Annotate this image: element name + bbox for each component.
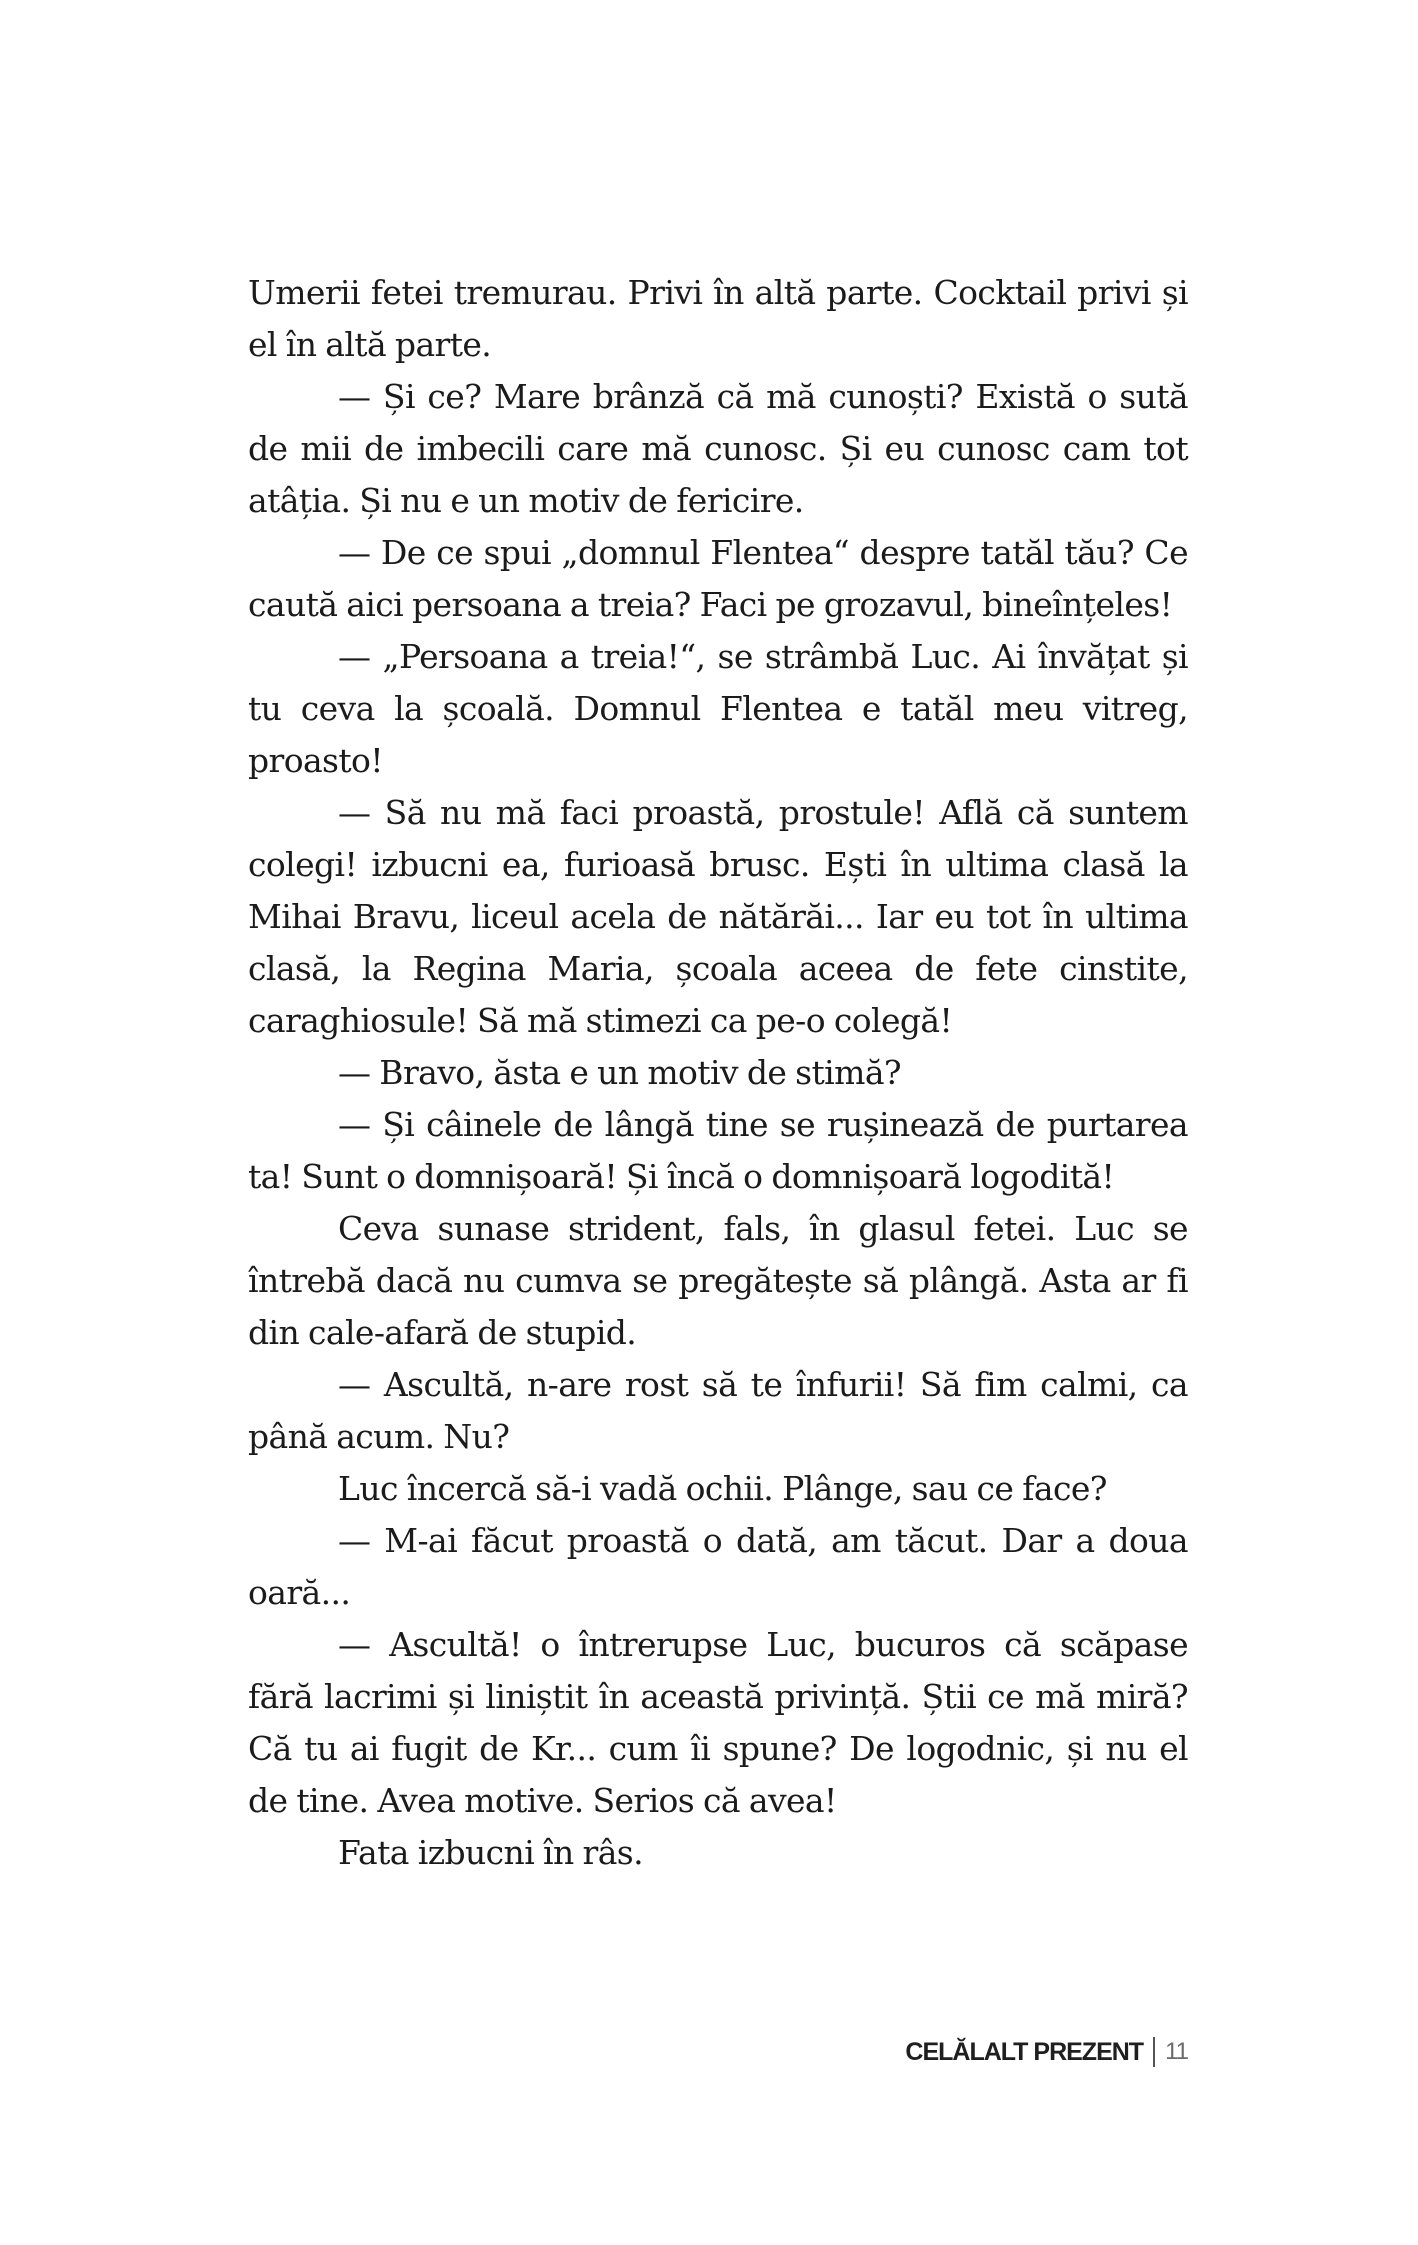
- paragraph: — „Persoana a treia!“, se strâmbă Luc. Ai învățat și tu ceva la școală. Domnul Flentea e tatăl meu vitreg, proasto!: [248, 637, 1188, 780]
- paragraph: — Să nu mă faci proastă, prostule! Află că suntem colegi! izbucni ea, furioasă brusc. Ești în ultima clasă la Mihai Bravu, liceul acela de nătărăi... Iar eu tot în ultima clasă, la Regina Maria, școala aceea de fete cinstite, caraghiosule! Să mă stimezi ca pe-o colegă!: [248, 793, 1188, 1040]
- paragraph: — Și ce? Mare brânză că mă cunoști? Există o sută de mii de imbecili care mă cunosc. Și eu cunosc cam tot atâția. Și nu e un motiv de fericire.: [248, 377, 1188, 520]
- paragraph: — Bravo, ăsta e un motiv de stimă?: [338, 1053, 901, 1092]
- paragraph: — Ascultă! o întrerupse Luc, bucuros că scăpase fără lacrimi și liniștit în această privință. Știi ce mă miră? Că tu ai fugit de Kr... cum îi spune? De logodnic, și nu el de tine. Avea motive. Serios că avea!: [248, 1625, 1188, 1820]
- paragraph: — Și câinele de lângă tine se rușinează de purtarea ta! Sunt o domnișoară! Și încă o domnișoară logodită!: [248, 1105, 1188, 1196]
- page-number: 11: [1165, 2038, 1188, 2065]
- paragraph: Fata izbucni în râs.: [338, 1833, 644, 1872]
- paragraph: — De ce spui „domnul Flentea“ despre tatăl tău? Ce caută aici persoana a treia? Faci pe grozavul, bineînțeles!: [248, 533, 1188, 624]
- body-text: [248, 267, 1188, 1879]
- paragraph: Ceva sunase strident, fals, în glasul fetei. Luc se întrebă dacă nu cumva se pregătește să plângă. Asta ar fi din cale-afară de stupid.: [248, 1209, 1188, 1352]
- paragraph: — Ascultă, n-are rost să te înfurii! Să fim calmi, ca până acum. Nu?: [248, 1365, 1188, 1456]
- paragraph: Luc încercă să-i vadă ochii. Plânge, sau ce face?: [338, 1469, 1107, 1508]
- running-footer: [905, 2032, 1188, 2072]
- footer-divider: [1153, 2037, 1155, 2067]
- paragraph: Umerii fetei tremurau. Privi în altă parte. Cocktail privi și el în altă parte.: [248, 273, 1188, 364]
- book-title: CELĂLALT PREZENT: [905, 2038, 1144, 2066]
- paragraph: — M-ai făcut proastă o dată, am tăcut. Dar a doua oară...: [248, 1521, 1188, 1612]
